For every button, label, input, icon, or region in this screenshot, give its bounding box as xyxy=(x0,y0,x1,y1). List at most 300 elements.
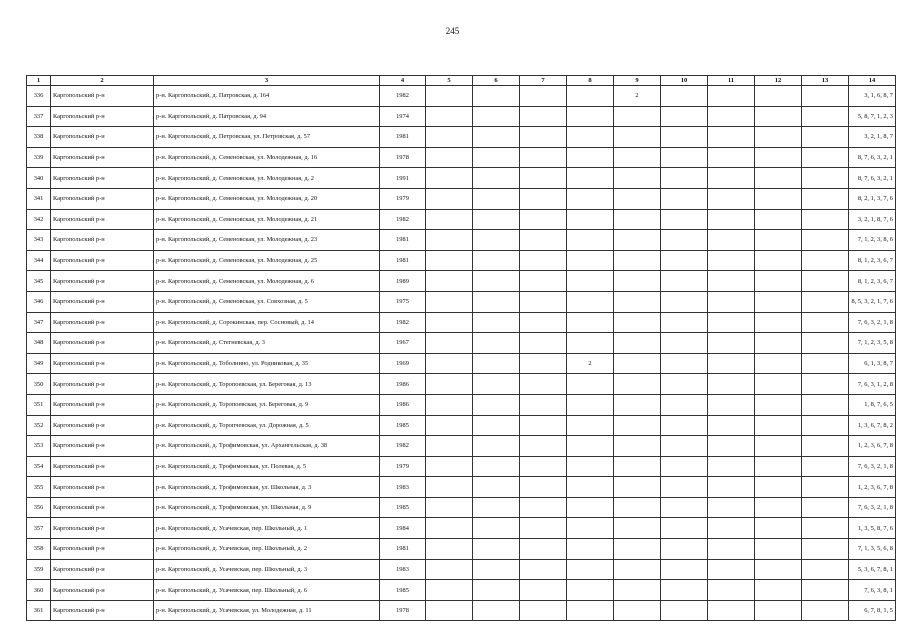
col11-cell xyxy=(708,477,755,498)
col6-cell xyxy=(473,147,520,168)
col8-cell xyxy=(567,250,614,271)
col8-cell xyxy=(567,333,614,354)
col12-cell xyxy=(755,580,802,601)
address-cell: р-н. Каргопольский, д. Трофимовская, ул. Школьная, д. 9 xyxy=(154,497,380,518)
col11-cell xyxy=(708,456,755,477)
col7-cell xyxy=(520,518,567,539)
row-number: 352 xyxy=(27,415,51,436)
col11-cell xyxy=(708,497,755,518)
col5-cell xyxy=(426,312,473,333)
col8-cell xyxy=(567,147,614,168)
col11-cell xyxy=(708,415,755,436)
col10-cell xyxy=(661,86,708,107)
year-cell: 1967 xyxy=(380,333,426,354)
col7-cell xyxy=(520,333,567,354)
address-cell: р-н. Каргопольский, д. Торопоевская, ул. Береговая, д. 9 xyxy=(154,394,380,415)
col11-cell xyxy=(708,394,755,415)
col13-cell xyxy=(802,559,849,580)
col12-cell xyxy=(755,497,802,518)
col11-cell xyxy=(708,600,755,621)
table-row xyxy=(27,497,896,518)
col11-cell xyxy=(708,106,755,127)
table-row xyxy=(27,312,896,333)
col6-cell xyxy=(473,415,520,436)
col13-cell xyxy=(802,353,849,374)
table-row xyxy=(27,168,896,189)
col7-cell xyxy=(520,106,567,127)
col9-cell xyxy=(614,291,661,312)
col8-cell xyxy=(567,559,614,580)
year-cell: 1982 xyxy=(380,209,426,230)
col5-cell xyxy=(426,394,473,415)
col7-cell xyxy=(520,188,567,209)
col6-cell xyxy=(473,353,520,374)
table-row xyxy=(27,188,896,209)
district-cell: Каргопольский р-н xyxy=(51,291,154,312)
col12-cell xyxy=(755,106,802,127)
column-header-11: 11 xyxy=(708,76,755,86)
col8-cell xyxy=(567,86,614,107)
col7-cell xyxy=(520,580,567,601)
col8-cell xyxy=(567,394,614,415)
col8-cell xyxy=(567,312,614,333)
col9-cell xyxy=(614,333,661,354)
address-cell: р-н. Каргопольский, д. Семеновская, ул. Молодежная, д. 16 xyxy=(154,147,380,168)
col5-cell xyxy=(426,477,473,498)
table-row xyxy=(27,147,896,168)
col11-cell xyxy=(708,188,755,209)
col5-cell xyxy=(426,600,473,621)
code-cell: 7, 6, 3, 1, 2, 8 xyxy=(849,374,896,395)
col5-cell xyxy=(426,497,473,518)
year-cell: 1982 xyxy=(380,86,426,107)
district-cell: Каргопольский р-н xyxy=(51,580,154,601)
col8-cell: 2 xyxy=(567,353,614,374)
col9-cell xyxy=(614,271,661,292)
table-row xyxy=(27,86,896,107)
col6-cell xyxy=(473,559,520,580)
year-cell: 1969 xyxy=(380,353,426,374)
address-cell: р-н. Каргопольский, д. Торопоевская, ул. Береговая, д. 13 xyxy=(154,374,380,395)
column-header-5: 5 xyxy=(426,76,473,86)
col7-cell xyxy=(520,86,567,107)
col10-cell xyxy=(661,415,708,436)
code-cell: 3, 2, 1, 8, 7, 6 xyxy=(849,209,896,230)
col8-cell xyxy=(567,271,614,292)
year-cell: 1989 xyxy=(380,271,426,292)
col12-cell xyxy=(755,312,802,333)
col12-cell xyxy=(755,539,802,560)
col9-cell xyxy=(614,250,661,271)
col11-cell xyxy=(708,230,755,251)
col7-cell xyxy=(520,291,567,312)
col5-cell xyxy=(426,353,473,374)
col7-cell xyxy=(520,600,567,621)
col11-cell xyxy=(708,127,755,148)
district-cell: Каргопольский р-н xyxy=(51,477,154,498)
col6-cell xyxy=(473,394,520,415)
col6-cell xyxy=(473,600,520,621)
col12-cell xyxy=(755,188,802,209)
year-cell: 1991 xyxy=(380,168,426,189)
col6-cell xyxy=(473,477,520,498)
code-cell: 7, 1, 3, 5, 6, 8 xyxy=(849,539,896,560)
table-row xyxy=(27,374,896,395)
col7-cell xyxy=(520,436,567,457)
col9-cell xyxy=(614,580,661,601)
col8-cell xyxy=(567,291,614,312)
year-cell: 1983 xyxy=(380,477,426,498)
col7-cell xyxy=(520,559,567,580)
col8-cell xyxy=(567,600,614,621)
col10-cell xyxy=(661,291,708,312)
col9-cell xyxy=(614,415,661,436)
col8-cell xyxy=(567,188,614,209)
address-cell: р-н. Каргопольский, д. Семеновская, ул. Молодежная, д. 2 xyxy=(154,168,380,189)
table-row xyxy=(27,250,896,271)
address-cell: р-н. Каргопольский, д. Усачевская, пер. Школьный, д. 3 xyxy=(154,559,380,580)
col11-cell xyxy=(708,209,755,230)
col10-cell xyxy=(661,497,708,518)
address-cell: р-н. Каргопольский, д. Трофимовская, ул. Архангельская, д. 38 xyxy=(154,436,380,457)
table-row xyxy=(27,230,896,251)
col13-cell xyxy=(802,291,849,312)
table-row xyxy=(27,106,896,127)
col12-cell xyxy=(755,436,802,457)
address-cell: р-н. Каргопольский, д. Семеновская, ул. Молодежная, д. 6 xyxy=(154,271,380,292)
col9-cell xyxy=(614,539,661,560)
col7-cell xyxy=(520,415,567,436)
code-cell: 8, 5, 3, 2, 1, 7, 6 xyxy=(849,291,896,312)
col10-cell xyxy=(661,353,708,374)
address-cell: р-н. Каргопольский, д. Трофимовская, ул. Школьная, д. 3 xyxy=(154,477,380,498)
col7-cell xyxy=(520,147,567,168)
row-number: 343 xyxy=(27,230,51,251)
col5-cell xyxy=(426,374,473,395)
row-number: 354 xyxy=(27,456,51,477)
district-cell: Каргопольский р-н xyxy=(51,250,154,271)
col5-cell xyxy=(426,559,473,580)
district-cell: Каргопольский р-н xyxy=(51,374,154,395)
column-header-13: 13 xyxy=(802,76,849,86)
col11-cell xyxy=(708,518,755,539)
col10-cell xyxy=(661,188,708,209)
col6-cell xyxy=(473,291,520,312)
col9-cell xyxy=(614,497,661,518)
col12-cell xyxy=(755,559,802,580)
col8-cell xyxy=(567,477,614,498)
row-number: 346 xyxy=(27,291,51,312)
col13-cell xyxy=(802,188,849,209)
col6-cell xyxy=(473,271,520,292)
district-cell: Каргопольский р-н xyxy=(51,168,154,189)
address-cell: р-н. Каргопольский, д. Семеновская, ул. Молодежная, д. 25 xyxy=(154,250,380,271)
col9-cell xyxy=(614,106,661,127)
code-cell: 8, 2, 1, 3, 7, 6 xyxy=(849,188,896,209)
col13-cell xyxy=(802,209,849,230)
col9-cell xyxy=(614,394,661,415)
row-number: 355 xyxy=(27,477,51,498)
col9-cell xyxy=(614,209,661,230)
row-number: 353 xyxy=(27,436,51,457)
col10-cell xyxy=(661,168,708,189)
address-cell: р-н. Каргопольский, д. Стегневская, д. 3 xyxy=(154,333,380,354)
col6-cell xyxy=(473,580,520,601)
table-row xyxy=(27,353,896,374)
district-cell: Каргопольский р-н xyxy=(51,188,154,209)
code-cell: 7, 1, 2, 3, 5, 8 xyxy=(849,333,896,354)
row-number: 350 xyxy=(27,374,51,395)
col11-cell xyxy=(708,374,755,395)
col10-cell xyxy=(661,539,708,560)
col9-cell xyxy=(614,374,661,395)
row-number: 337 xyxy=(27,106,51,127)
code-cell: 6, 7, 8, 1, 5 xyxy=(849,600,896,621)
column-header-6: 6 xyxy=(473,76,520,86)
code-cell: 1, 3, 5, 8, 7, 6 xyxy=(849,518,896,539)
col12-cell xyxy=(755,518,802,539)
col12-cell xyxy=(755,456,802,477)
district-cell: Каргопольский р-н xyxy=(51,497,154,518)
col11-cell xyxy=(708,147,755,168)
col5-cell xyxy=(426,230,473,251)
col12-cell xyxy=(755,477,802,498)
col12-cell xyxy=(755,415,802,436)
address-cell: р-н. Каргопольский, д. Сорокинская, пер. Сосновый, д. 14 xyxy=(154,312,380,333)
year-cell: 1981 xyxy=(380,539,426,560)
col13-cell xyxy=(802,580,849,601)
table-row xyxy=(27,456,896,477)
registry-table xyxy=(26,75,896,621)
col13-cell xyxy=(802,497,849,518)
col9-cell xyxy=(614,477,661,498)
col10-cell xyxy=(661,600,708,621)
column-header-3: 3 xyxy=(154,76,380,86)
code-cell: 1, 2, 3, 6, 7, 8 xyxy=(849,477,896,498)
row-number: 342 xyxy=(27,209,51,230)
year-cell: 1986 xyxy=(380,374,426,395)
col5-cell xyxy=(426,86,473,107)
year-cell: 1981 xyxy=(380,127,426,148)
row-number: 357 xyxy=(27,518,51,539)
district-cell: Каргопольский р-н xyxy=(51,312,154,333)
col10-cell xyxy=(661,250,708,271)
table-row xyxy=(27,518,896,539)
col8-cell xyxy=(567,106,614,127)
district-cell: Каргопольский р-н xyxy=(51,436,154,457)
col11-cell xyxy=(708,539,755,560)
col13-cell xyxy=(802,106,849,127)
col13-cell xyxy=(802,168,849,189)
col12-cell xyxy=(755,147,802,168)
column-header-9: 9 xyxy=(614,76,661,86)
address-cell: р-н. Каргопольский, д. Усачевская, пер. Школьный, д. 2 xyxy=(154,539,380,560)
col10-cell xyxy=(661,394,708,415)
col10-cell xyxy=(661,559,708,580)
column-header-1: 1 xyxy=(27,76,51,86)
address-cell: р-н. Каргопольский, д. Семеновская, ул. Молодежная, д. 23 xyxy=(154,230,380,251)
year-cell: 1985 xyxy=(380,580,426,601)
col6-cell xyxy=(473,436,520,457)
col12-cell xyxy=(755,127,802,148)
col9-cell xyxy=(614,600,661,621)
page-number: 245 xyxy=(445,26,460,36)
code-cell: 3, 2, 1, 8, 7 xyxy=(849,127,896,148)
row-number: 348 xyxy=(27,333,51,354)
col13-cell xyxy=(802,600,849,621)
col7-cell xyxy=(520,353,567,374)
col6-cell xyxy=(473,209,520,230)
col12-cell xyxy=(755,230,802,251)
col8-cell xyxy=(567,580,614,601)
table-row xyxy=(27,333,896,354)
col9-cell xyxy=(614,230,661,251)
col5-cell xyxy=(426,271,473,292)
col10-cell xyxy=(661,127,708,148)
col5-cell xyxy=(426,168,473,189)
row-number: 351 xyxy=(27,394,51,415)
col6-cell xyxy=(473,518,520,539)
column-header-4: 4 xyxy=(380,76,426,86)
district-cell: Каргопольский р-н xyxy=(51,230,154,251)
col7-cell xyxy=(520,168,567,189)
col9-cell xyxy=(614,127,661,148)
col7-cell xyxy=(520,456,567,477)
col5-cell xyxy=(426,333,473,354)
col12-cell xyxy=(755,86,802,107)
code-cell: 8, 1, 2, 3, 6, 7 xyxy=(849,250,896,271)
address-cell: р-н. Каргопольский, д. Семеновская, ул. Совхозная, д. 5 xyxy=(154,291,380,312)
col5-cell xyxy=(426,291,473,312)
address-cell: р-н. Каргопольский, д. Тоболнино, ул. Родниковая, д. 35 xyxy=(154,353,380,374)
district-cell: Каргопольский р-н xyxy=(51,209,154,230)
col12-cell xyxy=(755,250,802,271)
col8-cell xyxy=(567,209,614,230)
code-cell: 5, 3, 6, 7, 8, 1 xyxy=(849,559,896,580)
col11-cell xyxy=(708,250,755,271)
col11-cell xyxy=(708,333,755,354)
address-cell: р-н. Каргопольский, д. Патровская, д. 164 xyxy=(154,86,380,107)
col10-cell xyxy=(661,209,708,230)
col13-cell xyxy=(802,312,849,333)
col10-cell xyxy=(661,477,708,498)
row-number: 340 xyxy=(27,168,51,189)
year-cell: 1981 xyxy=(380,230,426,251)
col11-cell xyxy=(708,580,755,601)
district-cell: Каргопольский р-н xyxy=(51,415,154,436)
col9-cell xyxy=(614,559,661,580)
address-cell: р-н. Каргопольский, д. Трофимовская, ул. Полевая, д. 5 xyxy=(154,456,380,477)
column-header-2: 2 xyxy=(51,76,154,86)
col11-cell xyxy=(708,436,755,457)
col6-cell xyxy=(473,188,520,209)
address-cell: р-н. Каргопольский, д. Усачевская, ул. Молодежная, д. 11 xyxy=(154,600,380,621)
col9-cell xyxy=(614,353,661,374)
col6-cell xyxy=(473,230,520,251)
address-cell: р-н. Каргопольский, д. Семеновская, ул. Молодежная, д. 21 xyxy=(154,209,380,230)
col10-cell xyxy=(661,271,708,292)
col12-cell xyxy=(755,600,802,621)
col5-cell xyxy=(426,147,473,168)
col13-cell xyxy=(802,477,849,498)
col5-cell xyxy=(426,106,473,127)
address-cell: р-н. Каргопольский, д. Петровская, ул. Петровская, д. 57 xyxy=(154,127,380,148)
col10-cell xyxy=(661,518,708,539)
col11-cell xyxy=(708,312,755,333)
column-header-7: 7 xyxy=(520,76,567,86)
row-number: 339 xyxy=(27,147,51,168)
table-row xyxy=(27,539,896,560)
col6-cell xyxy=(473,539,520,560)
col6-cell xyxy=(473,86,520,107)
address-cell: р-н. Каргопольский, д. Семеновская, ул. Молодежная, д. 20 xyxy=(154,188,380,209)
row-number: 359 xyxy=(27,559,51,580)
col10-cell xyxy=(661,580,708,601)
col13-cell xyxy=(802,271,849,292)
year-cell: 1974 xyxy=(380,106,426,127)
col13-cell xyxy=(802,415,849,436)
column-header-10: 10 xyxy=(661,76,708,86)
col8-cell xyxy=(567,539,614,560)
code-cell: 8, 1, 2, 3, 6, 7 xyxy=(849,271,896,292)
code-cell: 6, 1, 3, 8, 7 xyxy=(849,353,896,374)
col7-cell xyxy=(520,230,567,251)
district-cell: Каргопольский р-н xyxy=(51,127,154,148)
col10-cell xyxy=(661,230,708,251)
address-cell: р-н. Каргопольский, д. Усачевская, пер. Школьный, д. 6 xyxy=(154,580,380,601)
district-cell: Каргопольский р-н xyxy=(51,333,154,354)
col7-cell xyxy=(520,209,567,230)
col8-cell xyxy=(567,518,614,539)
code-cell: 5, 8, 7, 1, 2, 3 xyxy=(849,106,896,127)
year-cell: 1982 xyxy=(380,436,426,457)
code-cell: 8, 7, 6, 3, 2, 1 xyxy=(849,147,896,168)
col10-cell xyxy=(661,456,708,477)
col7-cell xyxy=(520,394,567,415)
district-cell: Каргопольский р-н xyxy=(51,86,154,107)
year-cell: 1983 xyxy=(380,559,426,580)
table-row xyxy=(27,415,896,436)
table-row xyxy=(27,291,896,312)
col8-cell xyxy=(567,415,614,436)
col13-cell xyxy=(802,250,849,271)
col8-cell xyxy=(567,168,614,189)
col13-cell xyxy=(802,374,849,395)
col7-cell xyxy=(520,497,567,518)
col13-cell xyxy=(802,518,849,539)
year-cell: 1978 xyxy=(380,600,426,621)
col13-cell xyxy=(802,436,849,457)
col9-cell xyxy=(614,456,661,477)
col5-cell xyxy=(426,127,473,148)
col13-cell xyxy=(802,539,849,560)
col9-cell xyxy=(614,518,661,539)
col12-cell xyxy=(755,271,802,292)
code-cell: 7, 6, 3, 2, 1, 8 xyxy=(849,312,896,333)
col5-cell xyxy=(426,539,473,560)
year-cell: 1985 xyxy=(380,415,426,436)
row-number: 345 xyxy=(27,271,51,292)
col5-cell xyxy=(426,415,473,436)
year-cell: 1978 xyxy=(380,147,426,168)
col12-cell xyxy=(755,209,802,230)
code-cell: 1, 8, 7, 6, 5 xyxy=(849,394,896,415)
year-cell: 1975 xyxy=(380,291,426,312)
year-cell: 1979 xyxy=(380,188,426,209)
year-cell: 1984 xyxy=(380,518,426,539)
col11-cell xyxy=(708,168,755,189)
col9-cell xyxy=(614,188,661,209)
